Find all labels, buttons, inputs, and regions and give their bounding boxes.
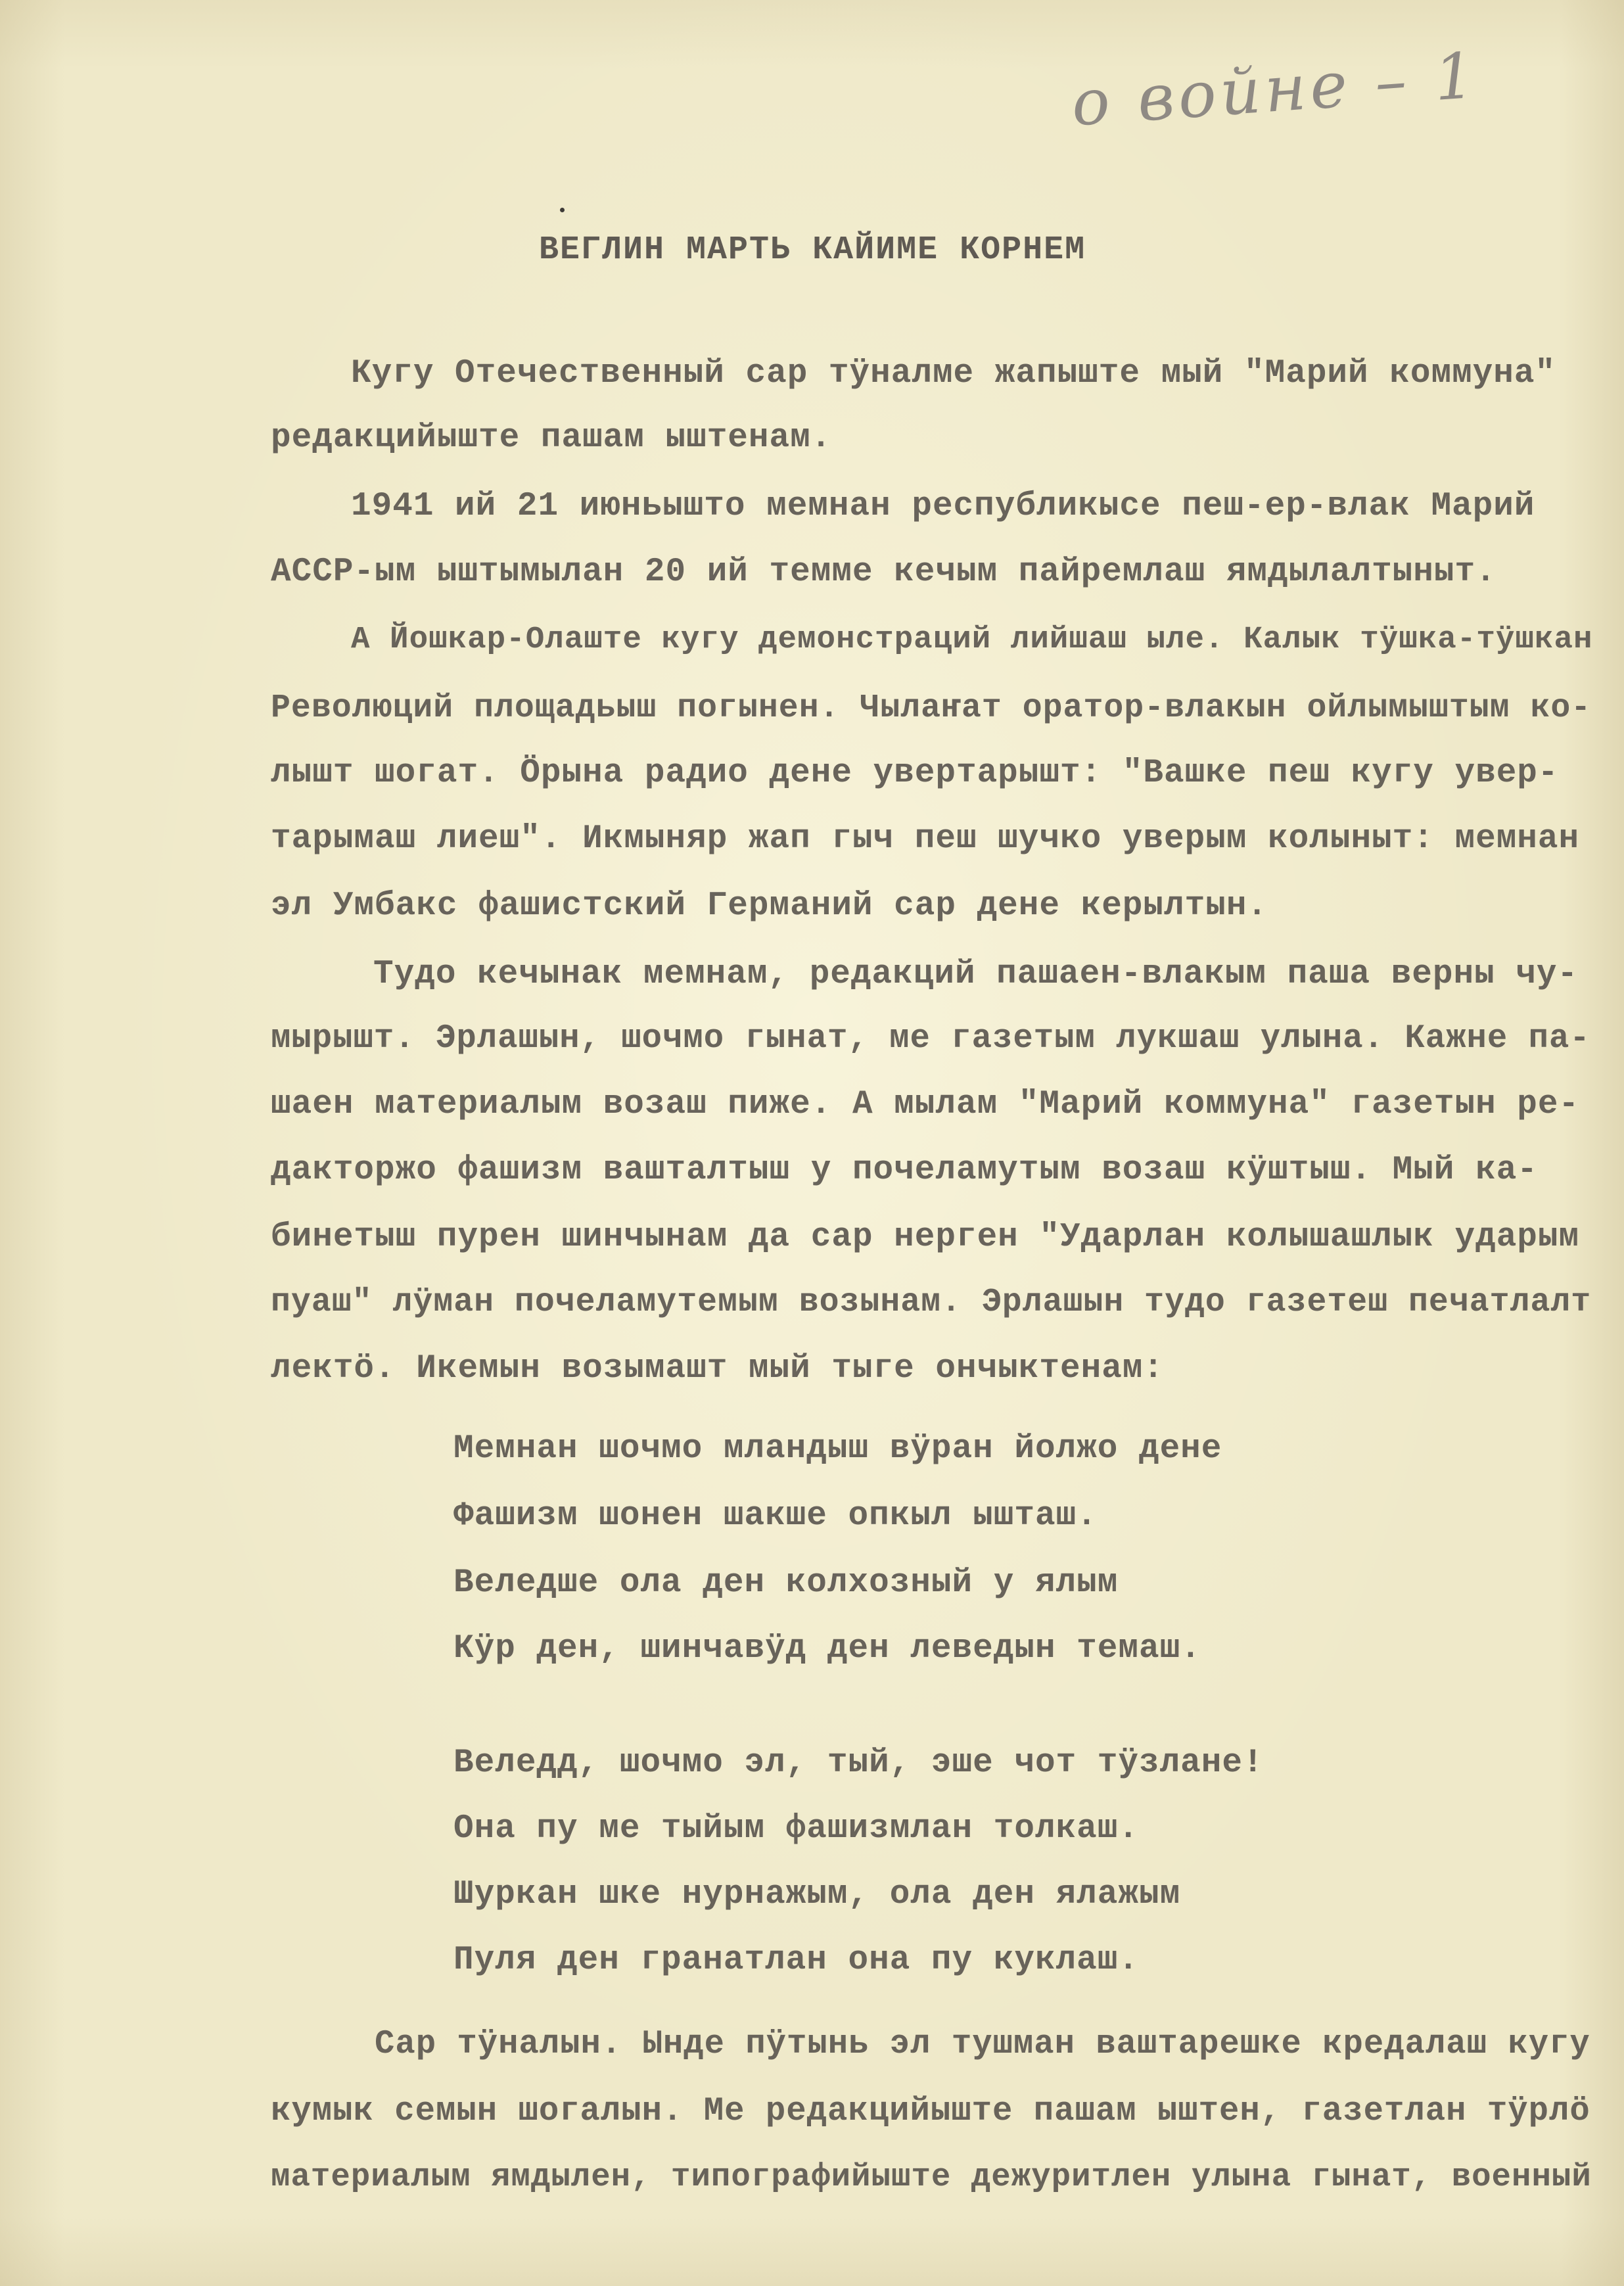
poem-line: Пуля ден гранатлан она пу куклаш. [453,1942,1139,1979]
poem-line: Веледд, шочмо эл, тый, эше чот тӱзлане! [453,1744,1264,1782]
body-line: лектӧ. Икемын возымашт мый тыге ончыктенам: [271,1350,1165,1388]
body-line: мырышт. Эрлашын, шочмо гынат, ме газетым лукшаш улына. Кажне па- [271,1020,1590,1058]
body-line: лышт шогат. Ӧрына радио дене увертарышт: "Вашке пеш кугу увер- [271,755,1559,792]
body-line: Революций площадьыш погынен. Чылаҥат оратор-влакын ойлымыштым ко- [271,689,1592,726]
body-line: шаен материалым возаш пиже. А мылам "Марий коммуна" газетын ре- [271,1086,1580,1123]
body-line: материалым ямдылен, типографийыште дежуритлен улына гынат, военный [271,2158,1592,2195]
poem-line: Мемнан шочмо мландыш вӱран йолжо дене [453,1430,1222,1468]
body-line: 1941 ий 21 июньышто мемнан республикысе пеш-ер-влак Марий [351,488,1535,525]
body-line: АССР-ым ыштымылан 20 ий темме кечым пайремлаш ямдылалтыныт. [271,553,1496,591]
body-line: Сар тӱналын. Ынде пӱтынь эл тушман ваштарешке кредалаш кугу [375,2026,1590,2063]
document-title: ВЕГЛИН МАРТЬ КАЙИМЕ КОРНЕМ [539,231,1086,269]
body-line: Кугу Отечественный сар тӱналме жапыште мый "Марий коммуна" [351,355,1556,392]
body-line: тарымаш лиеш". Икмыняр жап гыч пеш шучко уверым колыныт: мемнан [271,820,1580,858]
ink-dot [560,208,565,212]
body-line: Тудо кечынак мемнам, редакций пашаен-влакым паша верны чу- [373,956,1579,993]
poem-line: Шуркан шке нурнажым, ола ден ялажым [453,1876,1181,1913]
handwritten-note: о войне – 1 [1069,38,1481,141]
poem-line: Фашизм шонен шакше опкыл ышташ. [453,1497,1098,1535]
body-line: эл Умбакс фашистский Германий сар дене керылтын. [271,887,1268,925]
poem-line: Веледше ола ден колхозный у ялым [453,1564,1119,1602]
body-line: пуаш" лӱман почеламутемым возынам. Эрлашын тудо газетеш печатлалт [271,1283,1592,1320]
body-line: А Йошкар-Олаште кугу демонстраций лийшаш ыле. Калык тӱшка-тӱшкан [351,622,1593,657]
body-line: бинетыш пурен шинчынам да сар нерген "Ударлан колышашлык ударым [271,1219,1580,1256]
body-line: дакторжо фашизм вашталтыш у почеламутым возаш кӱштыш. Мый ка- [271,1152,1538,1189]
poem-line: Кӱр ден, шинчавӱд ден леведын темаш. [453,1630,1201,1668]
body-line: кумык семын шогалын. Ме редакцийыште пашам ыштен, газетлан тӱрлӧ [271,2093,1590,2130]
poem-line: Она пу ме тыйым фашизмлан толкаш. [453,1810,1139,1848]
body-line: редакцийыште пашам ыштенам. [271,419,832,457]
